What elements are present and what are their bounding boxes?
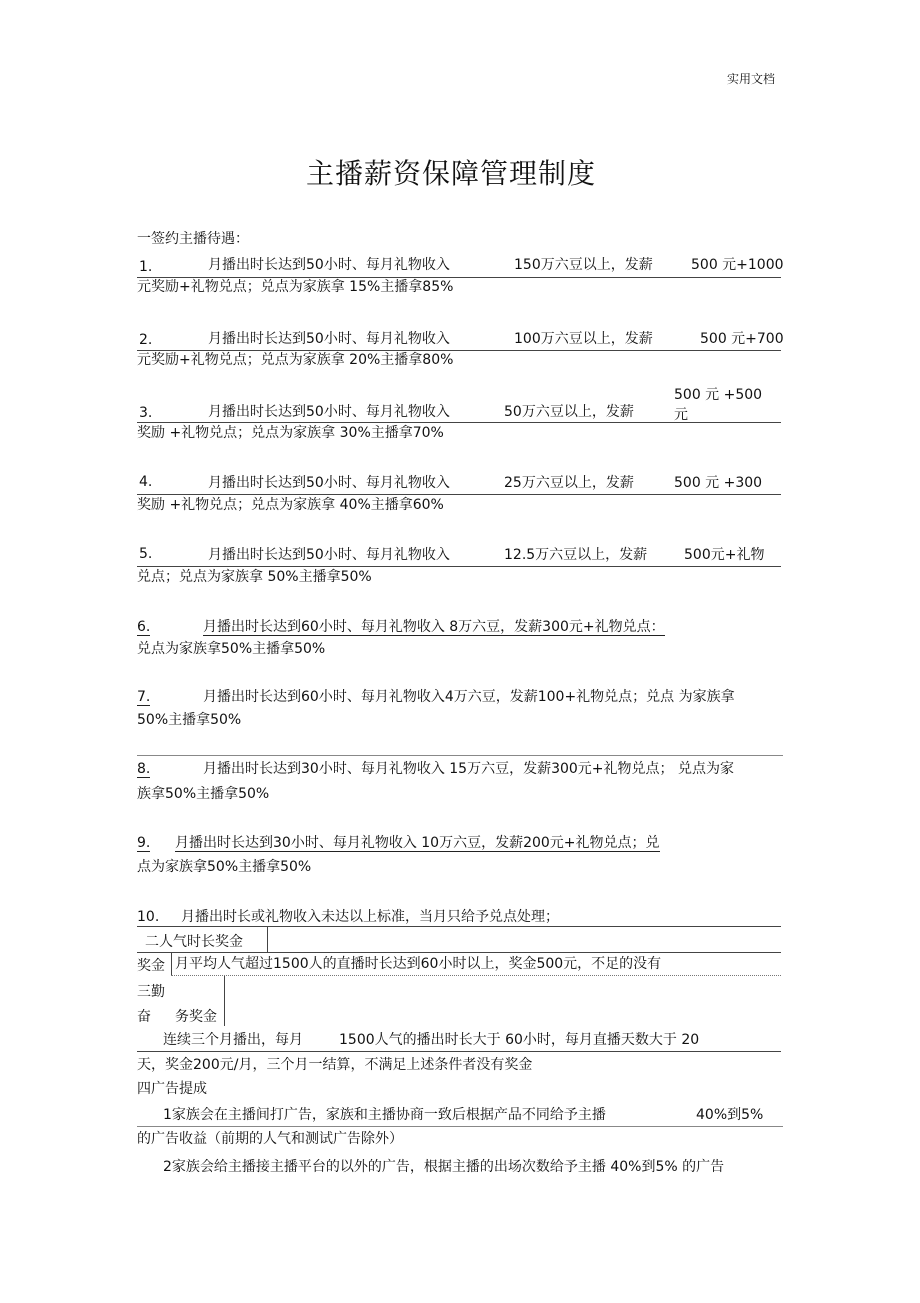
item-pay: 500 元 +500	[674, 387, 763, 403]
divider	[137, 494, 781, 495]
divider	[137, 926, 781, 927]
section-heading-3-suffix: 务奖金	[175, 1009, 217, 1025]
item-number: 5.	[139, 546, 153, 562]
ad-line1: 2家族会给主播接主播平台的以外的广告，根据主播的出场次数给予主播 40%到5% 的广告	[163, 1159, 725, 1175]
item-line2: 元奖励+礼物兑点；兑点为家族拿 20%主播拿80%	[137, 352, 454, 368]
item-pay: 500 元+700	[700, 331, 784, 347]
item-number: 3.	[139, 405, 153, 421]
divider-dotted	[171, 975, 781, 976]
header-note: 实用文档	[727, 72, 776, 86]
item-number: 4.	[139, 474, 153, 490]
item-pay: 500元+礼物	[684, 547, 765, 563]
divider-vertical	[224, 976, 225, 1026]
item-pay: 500 元 +300	[674, 475, 763, 491]
item-amount: 150万六豆以上，发薪	[514, 257, 653, 273]
divider	[137, 422, 781, 423]
section-2-text: 月平均人气超过1500人的直播时长达到60小时以上，奖金500元，不足的没有	[175, 956, 662, 972]
ad-line2: 的广告收益（前期的人气和测试广告除外）	[137, 1131, 403, 1147]
item-number: 8.	[137, 761, 151, 777]
divider	[137, 952, 781, 953]
divider	[137, 350, 781, 351]
item-pay: 500 元+1000	[691, 257, 784, 273]
item-amount: 100万六豆以上，发薪	[514, 331, 653, 347]
ad-line1: 1家族会在主播间打广告，家族和主播协商一致后根据产品不同给予主播	[163, 1107, 606, 1123]
item-line2: 奖励 +礼物兑点；兑点为家族拿 30%主播拿70%	[137, 425, 444, 441]
item-line2: 点为家族拿50%主播拿50%	[137, 859, 312, 875]
item-line1: 月播出时长达到30小时、每月礼物收入 10万六豆，发薪200元+礼物兑点；兑	[175, 835, 660, 851]
item-number: 7.	[137, 689, 151, 705]
item-line2: 兑点；兑点为家族拿 50%主播拿50%	[137, 569, 372, 585]
item-amount: 50万六豆以上，发薪	[504, 404, 634, 420]
section-3-text-line2: 天，奖金200元/月，三个月一结算，不满足上述条件者没有奖金	[137, 1057, 533, 1073]
item-condition: 月播出时长达到50小时、每月礼物收入	[208, 257, 450, 273]
section-heading-4: 四广告提成	[137, 1081, 207, 1097]
item-line1: 月播出时长或礼物收入未达以上标准，当月只给予兑点处理；	[181, 909, 559, 925]
item-line2: 50%主播拿50%	[137, 712, 242, 728]
item-number: 9.	[137, 835, 151, 851]
item-condition: 月播出时长达到50小时、每月礼物收入	[208, 331, 450, 347]
item-pay-suffix: 元	[674, 407, 688, 423]
item-amount: 25万六豆以上，发薪	[504, 475, 634, 491]
divider	[137, 566, 781, 567]
divider-vertical	[171, 953, 172, 975]
item-number: 2.	[139, 332, 153, 348]
item-condition: 月播出时长达到50小时、每月礼物收入	[208, 404, 450, 420]
item-number: 10.	[137, 909, 160, 925]
section-3-text-b: 1500人气的播出时长大于 60小时，每月直播天数大于 20	[339, 1032, 700, 1048]
item-condition: 月播出时长达到50小时、每月礼物收入	[208, 475, 450, 491]
page-title: 主播薪资保障管理制度	[306, 157, 597, 190]
section-heading-3-part: 奋	[137, 1009, 151, 1025]
section-3-text-a: 连续三个月播出，每月	[163, 1032, 303, 1048]
item-line2: 兑点为家族拿50%主播拿50%	[137, 641, 326, 657]
section-heading-2-suffix: 奖金	[137, 958, 165, 974]
divider	[137, 277, 781, 278]
section-heading-1: 一签约主播待遇：	[137, 231, 249, 247]
divider	[137, 1126, 783, 1127]
item-number: 1.	[139, 259, 153, 275]
item-line1: 月播出时长达到60小时、每月礼物收入 8万六豆，发薪300元+礼物兑点：	[203, 619, 665, 635]
item-number: 6.	[137, 619, 151, 635]
divider	[137, 755, 783, 756]
ad-line1-rate: 40%到5%	[696, 1107, 764, 1123]
item-line2: 族拿50%主播拿50%	[137, 786, 270, 802]
item-line2: 元奖励+礼物兑点；兑点为家族拿 15%主播拿85%	[137, 279, 454, 295]
divider-vertical	[267, 927, 268, 952]
item-amount: 12.5万六豆以上，发薪	[504, 547, 648, 563]
item-condition: 月播出时长达到50小时、每月礼物收入	[208, 547, 450, 563]
item-line1: 月播出时长达到30小时、每月礼物收入 15万六豆，发薪300元+礼物兑点； 兑点为家	[203, 761, 734, 777]
section-heading-3: 三勤	[137, 984, 165, 1000]
section-heading-2: 二人气时长奖金	[145, 934, 243, 950]
item-line1: 月播出时长达到60小时、每月礼物收入4万六豆，发薪100+礼物兑点；兑点 为家族拿	[203, 689, 735, 705]
item-line2: 奖励 +礼物兑点；兑点为家族拿 40%主播拿60%	[137, 497, 444, 513]
divider	[137, 1051, 781, 1052]
